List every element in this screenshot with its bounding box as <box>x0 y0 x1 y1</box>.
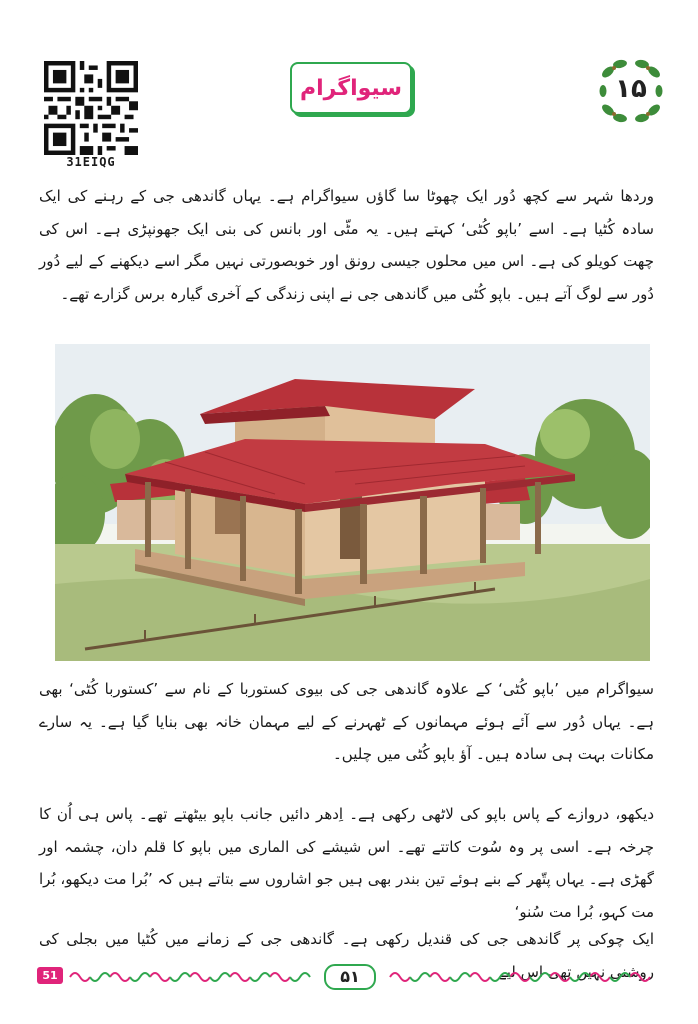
paragraph-intro: وردھا شہر سے کچھ دُور ایک چھوٹا سا گاؤں سیواگرام ہے۔ یہاں گاندھی جی کے رہنے کی ایک سادہ کُٹیا ہے۔ اسے ’باپو کُٹی‘ کہتے ہیں۔ یہ مٹّی اور بانس کی بنی ایک جھونپڑی ہے۔ اس کی چھت کویلو کی ہے۔ اس میں محلوں جیسی رونق اور خوبصورتی نہیں مگر اسے دیکھنے کے لیے دُور دُور سے لوگ آتے ہیں۔ باپو کُٹی میں گاندھی جی نے اپنی زندگی کے آخری گیارہ برس گزارے تھے۔ <box>39 187 654 303</box>
qr-code-label: 31EIQG <box>66 155 116 169</box>
bapu-kuti-illustration <box>55 344 650 661</box>
chapter-number: ۱۵ <box>615 74 647 104</box>
paragraph-bapu-belongings: دیکھو، دروازے کے پاس باپو کی لاٹھی رکھی ہے۔ اِدھر دائیں جانب باپو بیٹھتے تھے۔ پاس ہی اُن کا چرخہ ہے۔ اسی پر وہ سُوت کاتتے تھے۔ اس شیشے کی الماری میں باپو کا قلم دان، چشمہ اور گھڑی ہے۔ یہاں پتّھر کے بنے ہوئے تین بندر بھی ہیں جو اشاروں سے بتاتے ہیں کہ ’بُرا مت دیکھو، بُرا مت کہو، بُرا مت سُنو‘ <box>39 805 654 921</box>
paragraph-lantern: ایک چوکی پر گاندھی جی کی قندیل رکھی ہے۔ گاندھی جی کے زمانے میں کُٹیا میں بجلی کی روشنی نہیں تھی اس لیے <box>39 930 654 981</box>
chapter-title: سیواگرام <box>299 75 403 101</box>
paragraph-kasturba-kuti: سیواگرام میں ’باپو کُٹی‘ کے علاوہ گاندھی جی کی بیوی کستوربا کے نام سے ’کستوربا کُٹی‘ بھی ہے۔ یہاں دُور سے آئے ہوئے مہمانوں کے ٹھہرنے کے لیے مہمان خانہ بھی بنایا گیا ہے۔ یہ سارے مکانات بہت ہی سادہ ہیں۔ آؤ باپو کُٹی میں چلیں۔ <box>39 680 654 763</box>
page-number-center: ۵۱ <box>324 964 376 990</box>
chapter-title-box <box>290 62 412 114</box>
qr-code-image <box>44 61 138 155</box>
page-number-badge: 51 <box>37 967 63 984</box>
